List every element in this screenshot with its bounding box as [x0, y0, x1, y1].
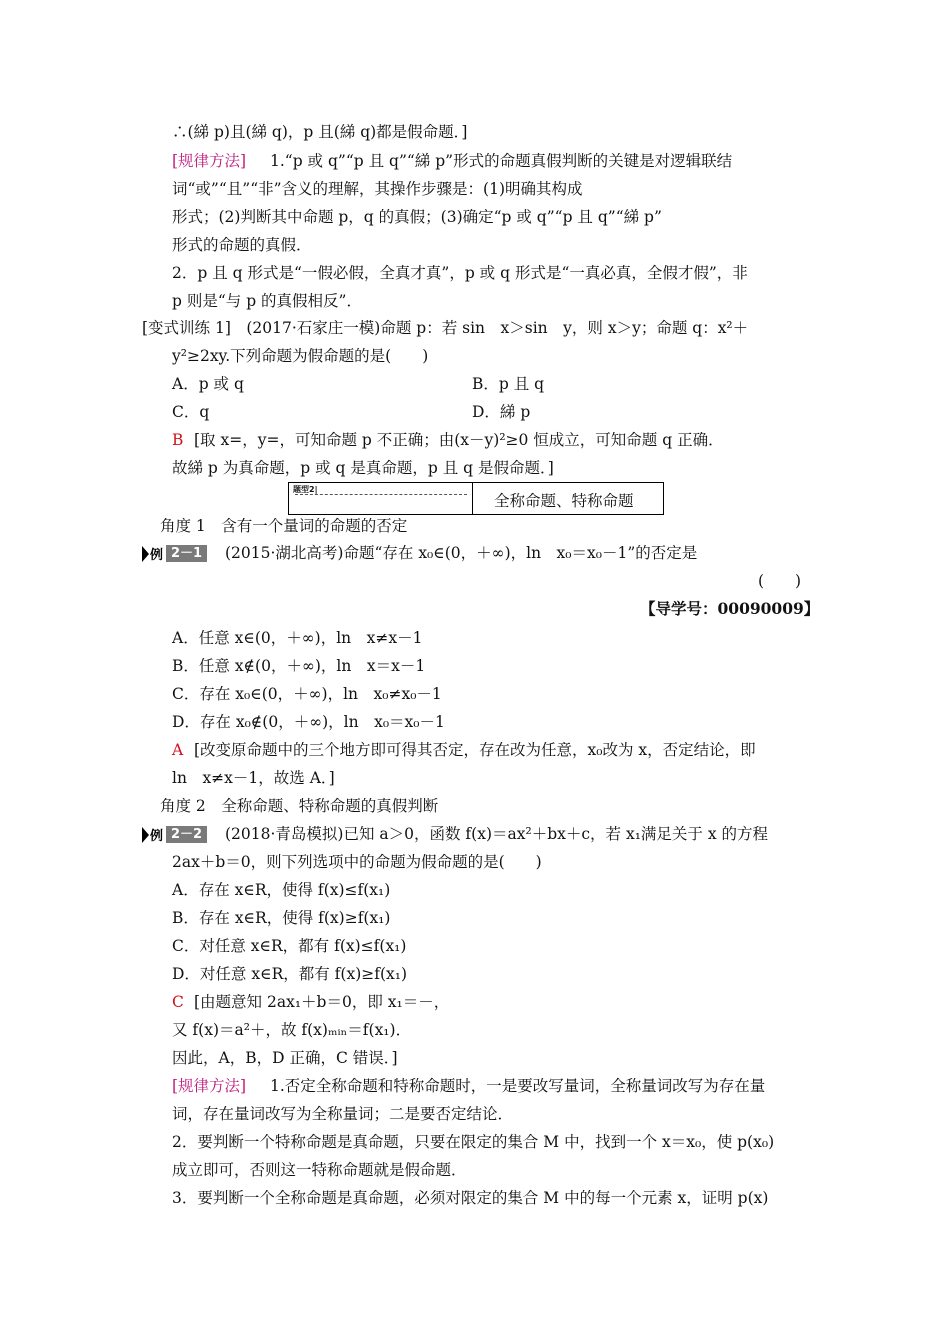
option-c: C．q: [172, 403, 210, 421]
text-line: 2．p 且 q 形式是“一假必假，全真才真”，p 或 q 形式是“一真必真，全假才假”，非: [172, 264, 748, 282]
divider: [295, 494, 467, 495]
section-title: 全称命题、特称命题: [494, 492, 634, 510]
option-c: C．存在 x₀∈(0，＋∞)，ln x₀≠x₀－1: [172, 685, 442, 703]
text-line: ∴(綈 p)且(綈 q)，p 且(綈 q)都是假命题．]: [172, 123, 468, 141]
text-line: 词“或”“且”“非”含义的理解，其操作步骤是：(1)明确其构成: [172, 180, 583, 198]
text-line: ln x≠x－1，故选 A．]: [172, 769, 335, 787]
subheading: 角度 2 全称命题、特称命题的真假判断: [160, 797, 439, 815]
answer-letter: A: [172, 741, 184, 759]
exercise-heading: [变式训练 1] (2017·石家庄一模)命题 p：若 sin x＞sin y，则 x＞y；命题 q：x²＋: [142, 319, 749, 337]
text-line: 2ax＋b＝0，则下列选项中的命题为假命题的是( ): [172, 853, 542, 871]
text-line: 1.否定全称命题和特称命题时，一是要改写量词，全称量词改写为存在量: [270, 1077, 766, 1095]
option-b: B．p 且 q: [472, 375, 545, 393]
text-line: 形式；(2)判断其中命题 p，q 的真假；(3)确定“p 或 q”“p 且 q”“綈 p”: [172, 208, 662, 226]
text-line: (2015·湖北高考)命题“存在 x₀∈(0，＋∞)，ln x₀＝x₀－1”的否定是: [225, 544, 698, 562]
subheading: 角度 1 含有一个量词的命题的否定: [160, 517, 408, 535]
text-line: 因此，A，B，D 正确，C 错误．]: [172, 1049, 398, 1067]
answer-letter: C: [172, 993, 184, 1011]
text-line: 形式的命题的真假．: [172, 236, 312, 254]
example-tag: [142, 545, 207, 562]
text-line: 又 f(x)＝a²＋，故 f(x)ₘᵢₙ＝f(x₁)．: [172, 1021, 412, 1039]
section-header-box: [288, 482, 664, 515]
rule-tag: [规律方法]: [172, 1077, 247, 1095]
text-line: p 则是“与 p 的真假相反”．: [172, 292, 362, 310]
answer-letter: B: [172, 431, 184, 449]
example-number: 2－2: [166, 826, 207, 843]
divider: [472, 483, 473, 514]
guide-number: 【导学号：00090009】: [640, 599, 820, 618]
option-d: D．存在 x₀∉(0，＋∞)，ln x₀＝x₀－1: [172, 713, 445, 731]
text-line: 故綈 p 为真命题，p 或 q 是真命题，p 且 q 是假命题．]: [172, 459, 554, 477]
text-line: 词，存在量词改写为全称量词；二是要否定结论．: [172, 1105, 514, 1123]
text-line: y²≥2xy.下列命题为假命题的是( ): [172, 347, 429, 365]
example-label: 例: [150, 829, 164, 844]
text-line: 成立即可，否则这一特称命题就是假命题．: [172, 1161, 467, 1179]
answer-paren: ( ): [758, 572, 802, 590]
option-d: D．綈 p: [472, 403, 531, 421]
option-c: C．对任意 x∈R，都有 f(x)≤f(x₁): [172, 937, 407, 955]
option-a: A．任意 x∈(0，＋∞)，ln x≠x－1: [172, 629, 423, 647]
example-label: 例: [150, 548, 164, 563]
triangle-icon: [142, 827, 149, 843]
option-b: B．任意 x∉(0，＋∞)，ln x＝x－1: [172, 657, 426, 675]
text-line: 2．要判断一个特称命题是真命题，只要在限定的集合 M 中，找到一个 x＝x₀，使 p(x₀): [172, 1133, 775, 1151]
text-line: [由题意知 2ax₁＋b＝0，即 x₁＝－，: [194, 993, 450, 1011]
example-tag: [142, 826, 207, 843]
option-a: A．p 或 q: [172, 375, 244, 393]
rule-tag: [规律方法]: [172, 152, 247, 170]
option-b: B．存在 x∈R，使得 f(x)≥f(x₁): [172, 909, 391, 927]
text-line: [改变原命题中的三个地方即可得其否定，存在改为任意，x₀改为 x，否定结论，即: [194, 741, 756, 759]
text-line: 3．要判断一个全称命题是真命题，必须对限定的集合 M 中的每一个元素 x，证明 p(x): [172, 1189, 769, 1207]
text-line: (2018·青岛模拟)已知 a＞0，函数 f(x)＝ax²＋bx＋c，若 x₁满足关于 x 的方程: [225, 825, 769, 843]
example-number: 2－1: [166, 545, 207, 562]
option-a: A．存在 x∈R，使得 f(x)≤f(x₁): [172, 881, 391, 899]
triangle-icon: [142, 546, 149, 562]
text-line: 1.“p 或 q”“p 且 q”“綈 p”形式的命题真假判断的关键是对逻辑联结: [270, 152, 733, 170]
section-tag: 题型2|: [293, 485, 318, 494]
option-d: D．对任意 x∈R，都有 f(x)≥f(x₁): [172, 965, 408, 983]
text-line: [取 x=，y=，可知命题 p 不正确；由(x－y)²≥0 恒成立，可知命题 q 正确．: [194, 431, 724, 449]
